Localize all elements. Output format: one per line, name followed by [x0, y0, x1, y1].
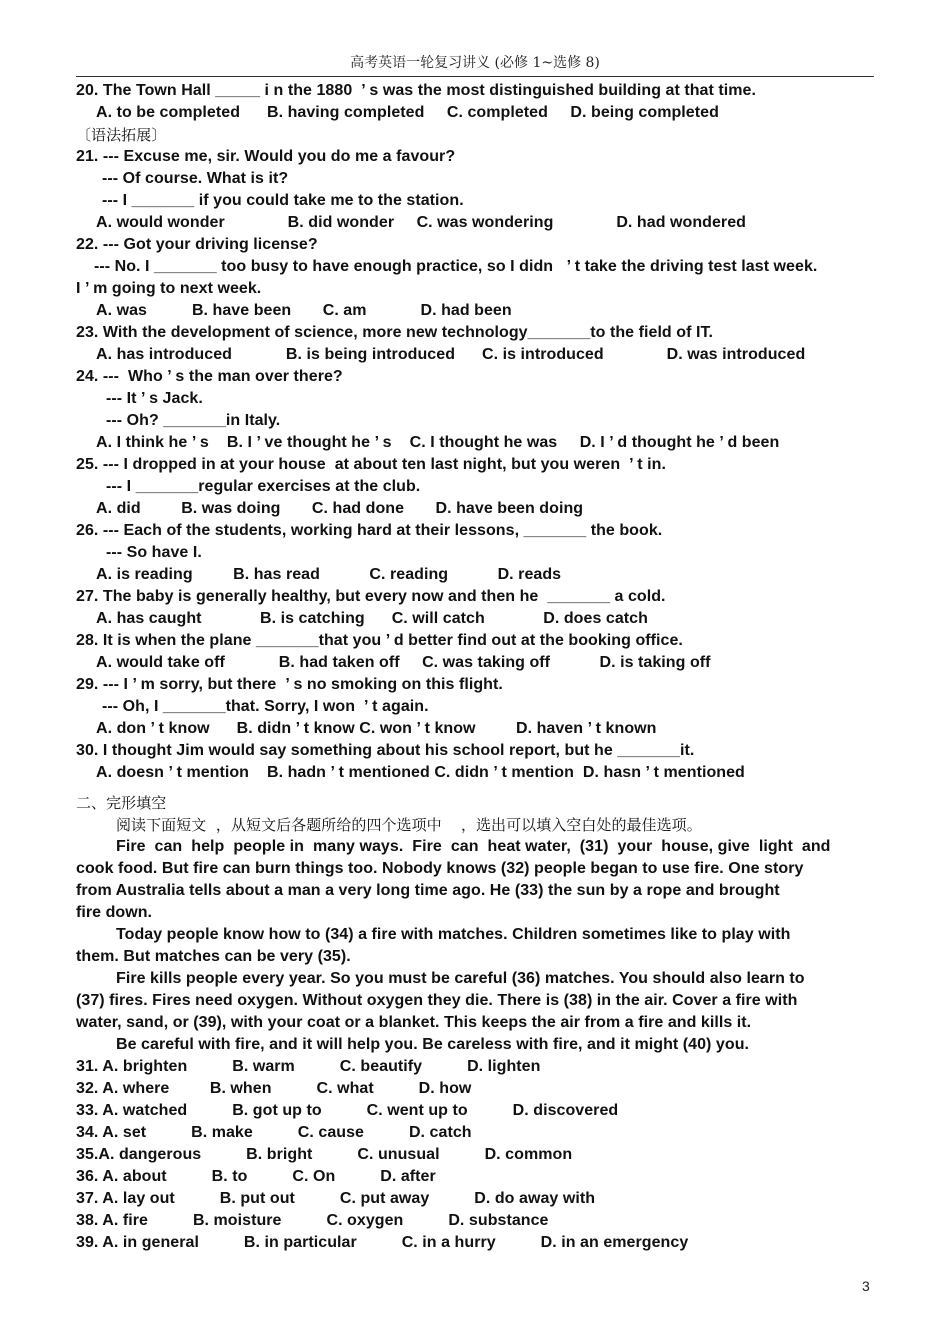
options-line: A. did B. was doing C. had done D. have been doing	[96, 500, 584, 517]
document-body	[76, 80, 950, 1254]
cloze-option-line: 36. A. about B. to C. On D. after	[76, 1168, 436, 1185]
cloze-option-line: 35.A. dangerous B. bright C. unusual D. common	[76, 1146, 573, 1163]
question-line: 24. --- Who ’ s the man over there?	[76, 368, 343, 385]
section-heading-grammar: 〔语法拓展〕	[76, 126, 167, 144]
passage-line: (37) fires. Fires need oxygen. Without oxygen they die. There is (38) in the air. Cover a fire with	[76, 992, 798, 1009]
cloze-instruction: 阅读下面短文 ，从短文后各题所给的四个选项中 ，选出可以填入空白处的最佳选项。	[116, 816, 702, 834]
header-rule	[76, 76, 874, 77]
options-line: A. would take off B. had taken off C. was taking off D. is taking off	[96, 654, 711, 671]
cloze-option-line: 39. A. in general B. in particular C. in a hurry D. in an emergency	[76, 1234, 689, 1251]
passage-line: them. But matches can be very (35).	[76, 948, 351, 965]
options-line: A. to be completed B. having completed C. completed D. being completed	[96, 104, 719, 121]
question-line: 23. With the development of science, more new technology_______to the field of IT.	[76, 324, 713, 341]
options-line: A. doesn ’ t mention B. hadn ’ t mentioned C. didn ’ t mention D. hasn ’ t mentioned	[96, 764, 745, 781]
dialogue-line: I ’ m going to next week.	[76, 280, 262, 297]
question-line: 22. --- Got your driving license?	[76, 236, 318, 253]
options-line: A. would wonder B. did wonder C. was wondering D. had wondered	[96, 214, 746, 231]
question-line: 25. --- I dropped in at your house at about ten last night, but you weren ’ t in.	[76, 456, 666, 473]
dialogue-line: --- Oh? _______in Italy.	[106, 412, 281, 429]
cloze-option-line: 38. A. fire B. moisture C. oxygen D. substance	[76, 1212, 549, 1229]
options-line: A. don ’ t know B. didn ’ t know C. won ’ t know D. haven ’ t known	[96, 720, 657, 737]
page-number: 3	[862, 1278, 870, 1294]
passage-line: water, sand, or (39), with your coat or a blanket. This keeps the air from a fire and kills it.	[76, 1014, 752, 1031]
dialogue-line: --- So have I.	[106, 544, 202, 561]
section-heading-cloze: 二、完形填空	[76, 794, 167, 812]
dialogue-line: --- I _______regular exercises at the club.	[106, 478, 421, 495]
dialogue-line: --- It ’ s Jack.	[106, 390, 203, 407]
question-line: 20. The Town Hall _____ i n the 1880 ’ s was the most distinguished building at that time.	[76, 82, 756, 99]
dialogue-line: --- I _______ if you could take me to the station.	[102, 192, 464, 209]
passage-line: fire down.	[76, 904, 153, 921]
cloze-option-line: 32. A. where B. when C. what D. how	[76, 1080, 472, 1097]
question-line: 21. --- Excuse me, sir. Would you do me a favour?	[76, 148, 456, 165]
cloze-option-line: 34. A. set B. make C. cause D. catch	[76, 1124, 472, 1141]
options-line: A. was B. have been C. am D. had been	[96, 302, 512, 319]
question-line: 26. --- Each of the students, working hard at their lessons, _______ the book.	[76, 522, 663, 539]
question-line: 29. --- I ’ m sorry, but there ’ s no smoking on this flight.	[76, 676, 503, 693]
options-line: A. I think he ’ s B. I ’ ve thought he ’ s C. I thought he was D. I ’ d thought he ’ d been	[96, 434, 780, 451]
question-line: 27. The baby is generally healthy, but every now and then he _______ a cold.	[76, 588, 666, 605]
dialogue-line: --- No. I _______ too busy to have enough practice, so I didn ’ t take the driving test last week.	[94, 258, 818, 275]
question-line: 30. I thought Jim would say something about his school report, but he _______it.	[76, 742, 695, 759]
options-line: A. has introduced B. is being introduced C. is introduced D. was introduced	[96, 346, 806, 363]
passage-line: from Australia tells about a man a very long time ago. He (33) the sun by a rope and brought	[76, 882, 780, 899]
cloze-option-line: 33. A. watched B. got up to C. went up to D. discovered	[76, 1102, 619, 1119]
question-line: 28. It is when the plane _______that you ’ d better find out at the booking office.	[76, 632, 683, 649]
passage-line: Fire can help people in many ways. Fire can heat water, (31) your house, give light and	[116, 838, 831, 855]
options-line: A. is reading B. has read C. reading D. reads	[96, 566, 562, 583]
passage-line: cook food. But fire can burn things too. Nobody knows (32) people began to use fire. One story	[76, 860, 804, 877]
cloze-option-line: 37. A. lay out B. put out C. put away D. do away with	[76, 1190, 596, 1207]
passage-line: Fire kills people every year. So you must be careful (36) matches. You should also learn to	[116, 970, 805, 987]
options-line: A. has caught B. is catching C. will catch D. does catch	[96, 610, 648, 627]
dialogue-line: --- Of course. What is it?	[102, 170, 289, 187]
dialogue-line: --- Oh, I _______that. Sorry, I won ’ t again.	[102, 698, 429, 715]
passage-line: Today people know how to (34) a fire with matches. Children sometimes like to play with	[116, 926, 791, 943]
passage-line: Be careful with fire, and it will help you. Be careless with fire, and it might (40) you.	[116, 1036, 750, 1053]
page-header: 高考英语一轮复习讲义 (必修 1~选修 8)	[350, 55, 600, 71]
cloze-option-line: 31. A. brighten B. warm C. beautify D. lighten	[76, 1058, 541, 1075]
